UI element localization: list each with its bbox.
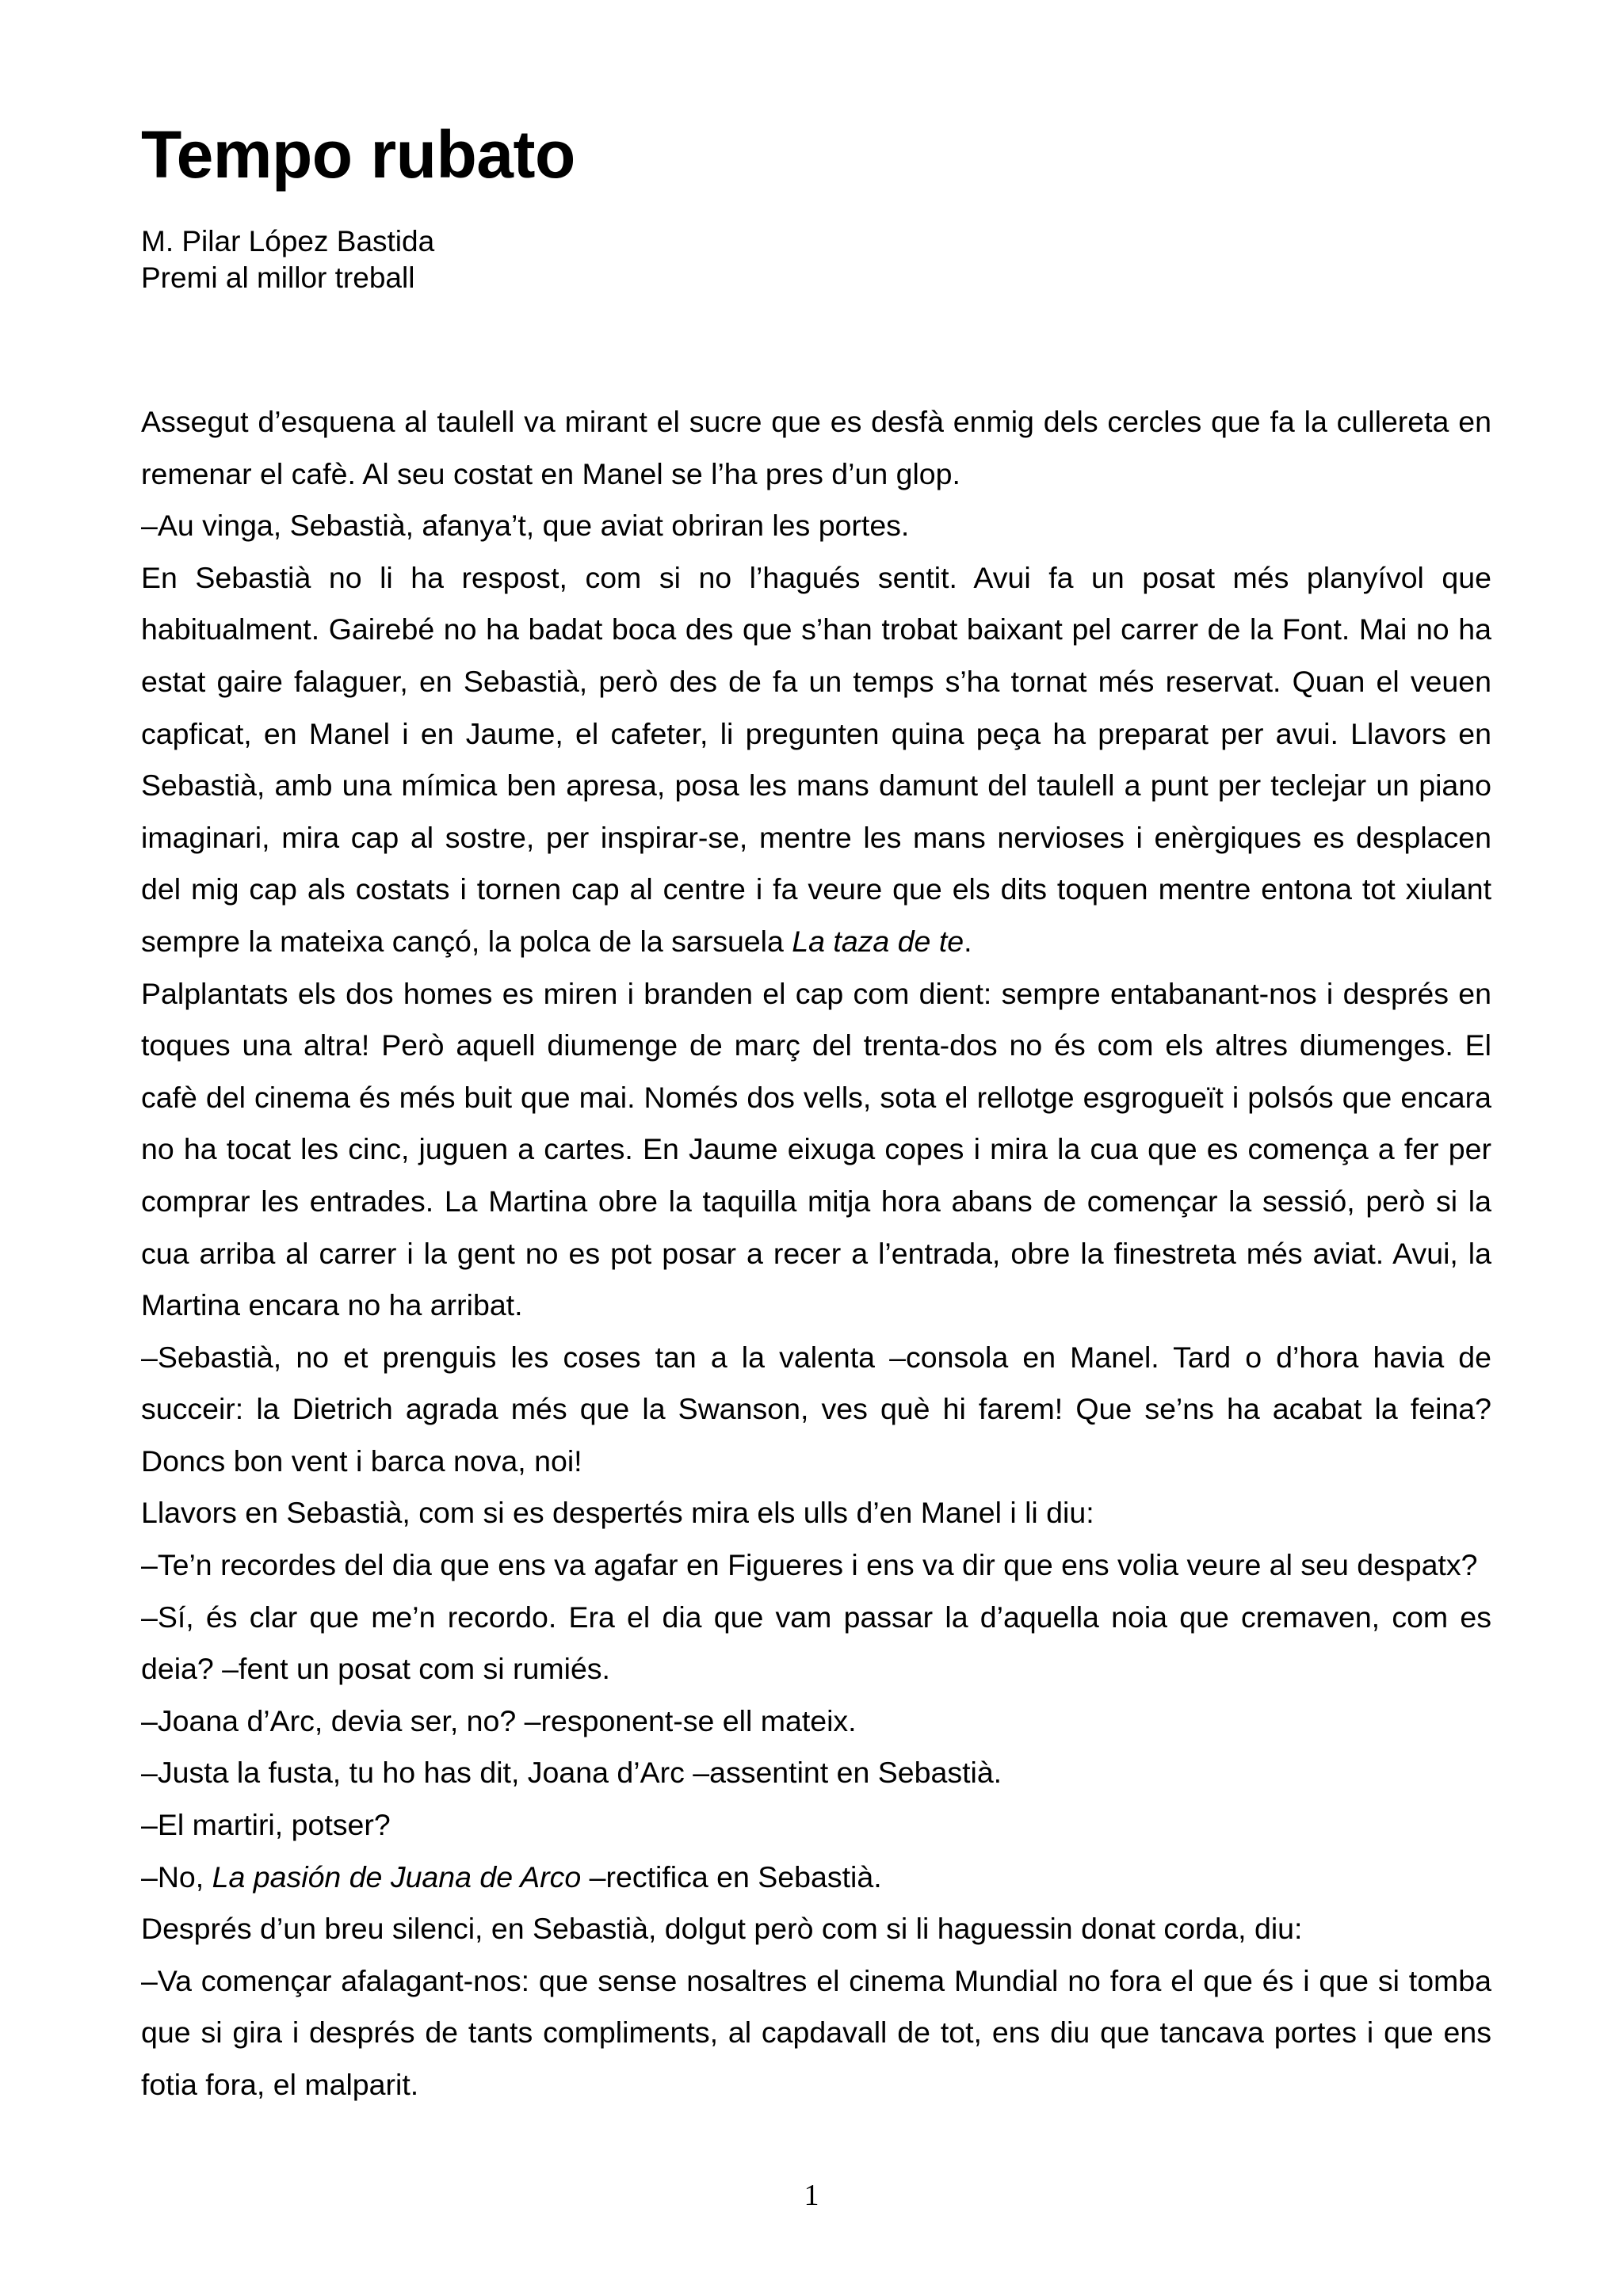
paragraph: Palplantats els dos homes es miren i branden el cap com dient: sempre entabanant-nos i després en toques una altra! Però aquell diumenge de març del trenta-dos no és com els altres diumenges. El cafè del cinema és més buit que mai. Només dos vells, sota el rellotge esgrogueït i polsós que encara no ha tocat les cinc, juguen a cartes. En Jaume eixuga copes i mira la cua que es comença a fer per comprar les entrades. La Martina obre la taquilla mitja hora abans de començar la sessió, però si la cua arriba al carrer i la gent no es pot posar a recer a l’entrada, obre la finestreta més aviat. Avui, la Martina encara no ha arribat.	[141, 976, 1491, 1322]
paragraph-text: En Sebastià no li ha respost, com si no l’hagués sentit. Avui fa un posat més planyívol que habitualment. Gairebé no ha badat boca des que s’han trobat baixant pel carrer de la Font. Mai no ha estat gaire falaguer, en Sebastià, però des de fa un temps s’ha tornat més reservat. Quan el veuen capficat, en Manel i en Jaume, el cafeter, li pregunten quina peça ha preparat per avui. Llavors en Sebastià, amb una mímica ben apresa, posa les mans damunt del taulell a punt per teclejar un piano imaginari, mira cap al sostre, per inspirar-se, mentre les mans nervioses i enèrgiques es desplacen del mig cap als costats i tornen cap al centre i fa veure que els dits toquen mentre entona tot xiulant sempre la mateixa cançó, la polca de la sarsuela	[141, 560, 1491, 958]
paragraph: –Sí, és clar que me’n recordo. Era el dia que vam passar la d’aquella noia que cremaven, com es deia? –fent un posat com si rumiés.	[141, 1600, 1491, 1686]
italic-title: La taza de te	[792, 924, 964, 958]
award-line: Premi al millor treball	[141, 261, 415, 294]
paragraph: –Va començar afalagant-nos: que sense nosaltres el cinema Mundial no fora el que és i que si tomba que si gira i després de tants compliments, al capdavall de tot, ens diu que tancava portes i que ens fotia fora, el malparit.	[141, 1963, 1491, 2101]
story-body	[141, 396, 1491, 2111]
byline	[141, 223, 434, 296]
italic-title: La pasión de Juana de Arco	[212, 1859, 582, 1894]
paragraph	[141, 1852, 1491, 1904]
paragraph-text: –No,	[141, 1859, 212, 1894]
paragraph-text: .	[964, 924, 972, 958]
paragraph: –Sebastià, no et prenguis les coses tan a la valenta –consola en Manel. Tard o d’hora havia de succeir: la Dietrich agrada més que la Swanson, ves què hi farem! Que se’ns ha acabat la feina? Doncs bon vent i barca nova, noi!	[141, 1340, 1491, 1478]
paragraph: –Te’n recordes del dia que ens va agafar en Figueres i ens va dir que ens volia veure al seu despatx?	[141, 1548, 1478, 1582]
paragraph: Assegut d’esquena al taulell va mirant el sucre que es desfà enmig dels cercles que fa la cullereta en remenar el cafè. Al seu costat en Manel se l’ha pres d’un glop.	[141, 405, 1491, 490]
page-number: 1	[804, 2179, 819, 2212]
paragraph: –Au vinga, Sebastià, afanya’t, que aviat obriran les portes.	[141, 509, 910, 543]
paragraph-text: –rectifica en Sebastià.	[581, 1859, 882, 1894]
paragraph: Llavors en Sebastià, com si es despertés mira els ulls d’en Manel i li diu:	[141, 1496, 1094, 1530]
document-title: Tempo rubato	[141, 117, 575, 192]
author-name: M. Pilar López Bastida	[141, 225, 435, 257]
paragraph: –Justa la fusta, tu ho has dit, Joana d’Arc –assentint en Sebastià.	[141, 1756, 1002, 1790]
paragraph: –El martiri, potser?	[141, 1808, 391, 1842]
paragraph: –Joana d’Arc, devia ser, no? –responent-se ell mateix.	[141, 1703, 857, 1737]
paragraph: Després d’un breu silenci, en Sebastià, dolgut però com si li haguessin donat corda, diu:	[141, 1912, 1303, 1946]
paragraph	[141, 552, 1491, 968]
